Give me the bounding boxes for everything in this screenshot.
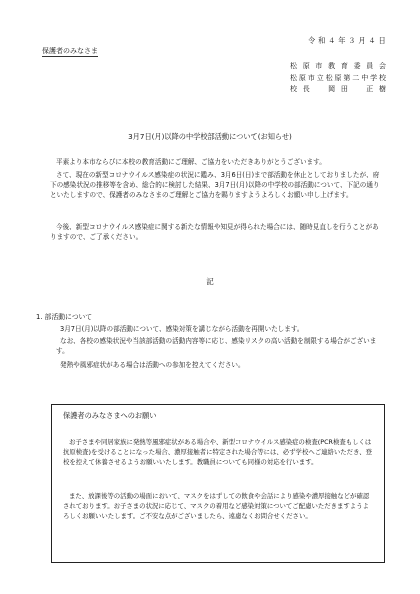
section-paragraph-2: なお、各校の感染状況や当該部活動の活動内容等に応じ、感染リスクの高い活動を制限する場合がございます。 <box>56 337 377 356</box>
intro-paragraph-1: 平素より本市ならびに本校の教育活動にご理解、ご協力をいただきありがとうございます。 <box>56 158 326 166</box>
issuer-block <box>290 61 386 96</box>
intro-paragraph-3: 今後、新型コロナウイルス感染症に関する新たな情報や知見が得られた場合には、随時見直しを行うことがありますので、ご了承ください。 <box>50 223 379 242</box>
section-heading: 1. 部活動について <box>36 313 93 321</box>
issuer-school: 松原市立松原第二中学校 <box>290 73 386 82</box>
section-paragraph-3: 発熱や風邪症状がある場合は活動への参加を控えてください。 <box>60 361 245 369</box>
notice-title: 保護者のみなさまへのお願い <box>63 411 157 420</box>
intro-paragraph-2: さて、現在の新型コロナウイルス感染症の状況に鑑み、3月6日(日)まで部活動を休止としておりましたが、府下の感染状況の推移等を含め、総合的に検討した結果、3月7日(月)以降の中学校の部活動について、下記の通りといたしますので、保護者のみなさまのご理解とご協力を賜りますようよろしくお願い申し上げます。 <box>50 171 380 200</box>
issuer-principal: 校長 岡田 正樹 <box>290 85 386 93</box>
section-paragraph-1: 3月7日(月)以降の部活動について、感染対策を講じながら活動を再開いたします。 <box>60 325 304 333</box>
document-title: 3月7日(月)以降の中学校部活動について(お知らせ) <box>128 132 292 141</box>
issue-date: 令 和 ４ 年 ３ 月 ４ 日 <box>308 36 386 45</box>
notice-paragraph-2: また、放課後等の活動の場面において、マスクをはずしての飲食や会話により感染や濃厚接触などが確認されております。お子さまの状況に応じて、マスクの着用など感染対策についてご配慮いただきますようよろしくお願いいたします。ご不安な点がございましたら、遠慮なくお問合せください。 <box>63 492 370 520</box>
notice-paragraph-1: お子さまや同居家族に発熱等風邪症状がある場合や、新型コロナウイルス感染症の検査(PCR検査もしくは抗原検査)を受けることになった場合、濃厚接触者に特定された場合等には、必ず学校へご連絡いただき、登校を控えて休養させるようお願いいたします。教職員についても同様の対応を行います。 <box>63 438 372 466</box>
addressee: 保護者のみなさま <box>42 47 98 55</box>
ki-heading: 記 <box>206 277 214 286</box>
notice-box <box>51 404 385 563</box>
issuer-board: 松原市教育委員会 <box>290 62 386 70</box>
